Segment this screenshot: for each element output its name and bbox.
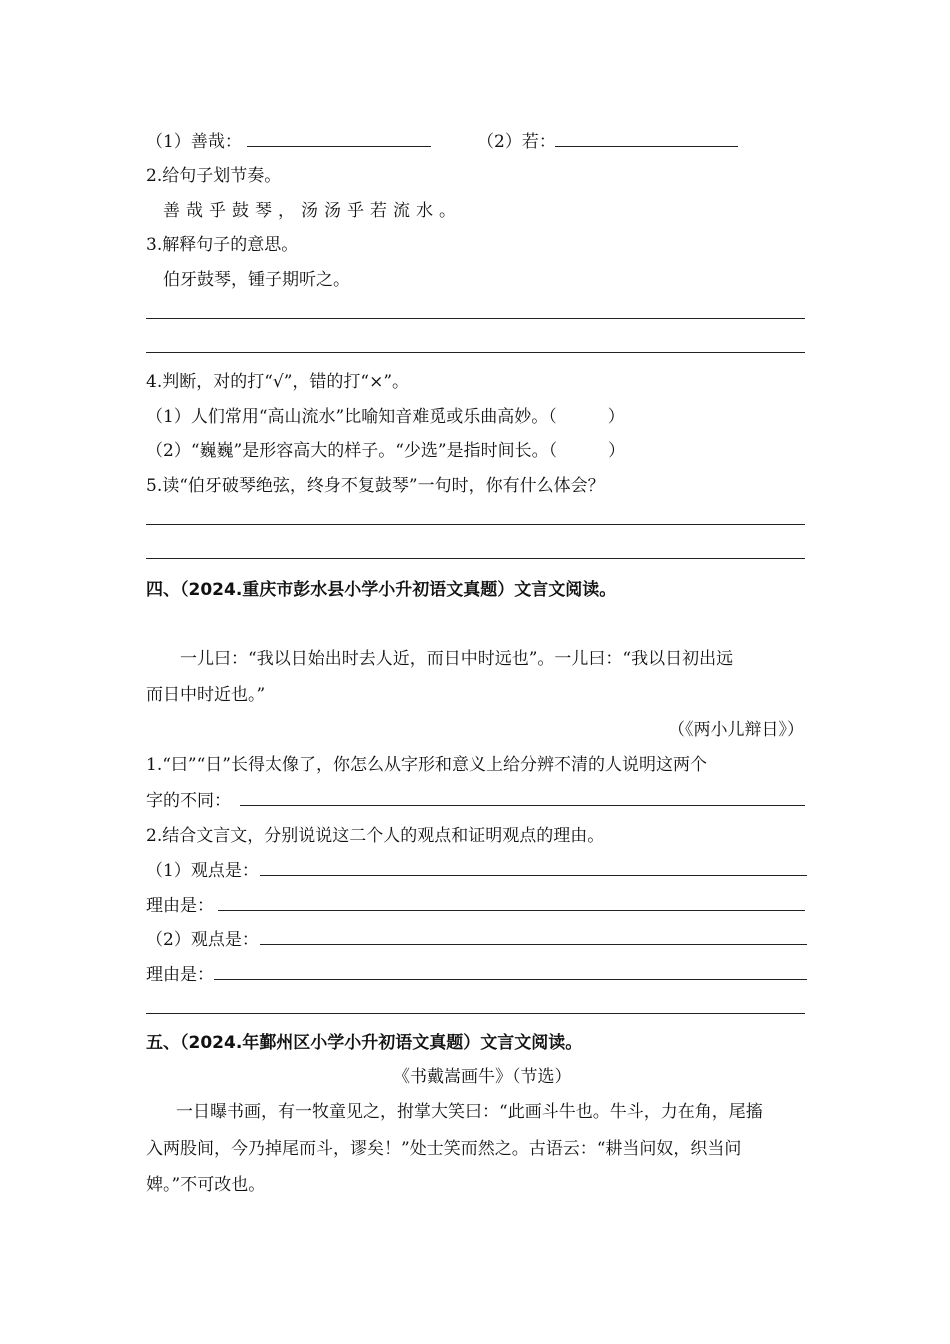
answer-line[interactable]	[146, 524, 805, 525]
passage-source: （《两小儿辩日》）	[668, 720, 804, 740]
question-title: 1.“曰”“日”长得太像了，你怎么从字形和意义上给分辨不清的人说明这两个	[146, 755, 707, 775]
judge-item: （2）“巍巍”是形容高大的样子。“少选”是指时间长。（ ）	[146, 441, 626, 461]
explain-sentence: 伯牙鼓琴，锺子期听之。	[163, 270, 350, 290]
passage-line: 婢。”不可改也。	[146, 1175, 266, 1195]
question-title: 4.判断，对的打“√”，错的打“×”。	[146, 372, 410, 392]
passage-line: 一日曝书画，有一牧童见之，拊掌大笑曰：“此画斗牛也。牛斗，力在角，尾搐	[176, 1102, 763, 1122]
answer-line[interactable]	[146, 352, 805, 353]
question-title: 字的不同：	[146, 791, 231, 811]
question-title: 5.读“伯牙破琴绝弦，终身不复鼓琴”一句时，你有什么体会？	[146, 476, 605, 496]
q2-label: （2）若：	[477, 132, 556, 152]
answer-line[interactable]	[146, 318, 805, 319]
reason-label: 理由是：	[146, 896, 214, 916]
rhythm-sentence: 善哉乎鼓琴，汤汤乎若流水。	[163, 201, 462, 221]
answer-line[interactable]	[146, 1013, 805, 1014]
answer-line[interactable]	[260, 944, 807, 945]
passage-line: 而日中时近也。”	[146, 685, 266, 705]
view-label: （2）观点是：	[146, 930, 259, 950]
passage-line: 入两股间，今乃掉尾而斗，谬矣！”处士笑而然之。古语云：“耕当问奴，织当问	[146, 1139, 742, 1159]
view-label: （1）观点是：	[146, 861, 259, 881]
section-heading: 五、（2024.年鄞州区小学小升初语文真题）文言文阅读。	[146, 1033, 583, 1053]
answer-line[interactable]	[240, 805, 805, 806]
q1-label: （1）善哉：	[146, 132, 242, 152]
reason-label: 理由是：	[146, 965, 214, 985]
section-heading: 四、（2024.重庆市彭水县小学小升初语文真题）文言文阅读。	[146, 580, 617, 600]
answer-line[interactable]	[247, 146, 431, 147]
question-title: 2.结合文言文，分别说说这二个人的观点和证明观点的理由。	[146, 826, 605, 846]
question-title: 3.解释句子的意思。	[146, 235, 299, 255]
answer-line[interactable]	[218, 910, 805, 911]
judge-item: （1）人们常用“高山流水”比喻知音难觅或乐曲高妙。（ ）	[146, 407, 625, 427]
answer-line[interactable]	[260, 875, 807, 876]
question-title: 2.给句子划节奏。	[146, 166, 282, 186]
answer-line[interactable]	[555, 146, 738, 147]
passage-title: 《书戴嵩画牛》（节选）	[393, 1067, 572, 1087]
answer-line[interactable]	[214, 979, 807, 980]
answer-line[interactable]	[146, 558, 805, 559]
passage-line: 一儿曰：“我以日始出时去人近，而日中时远也”。一儿曰：“我以日初出远	[180, 649, 734, 669]
